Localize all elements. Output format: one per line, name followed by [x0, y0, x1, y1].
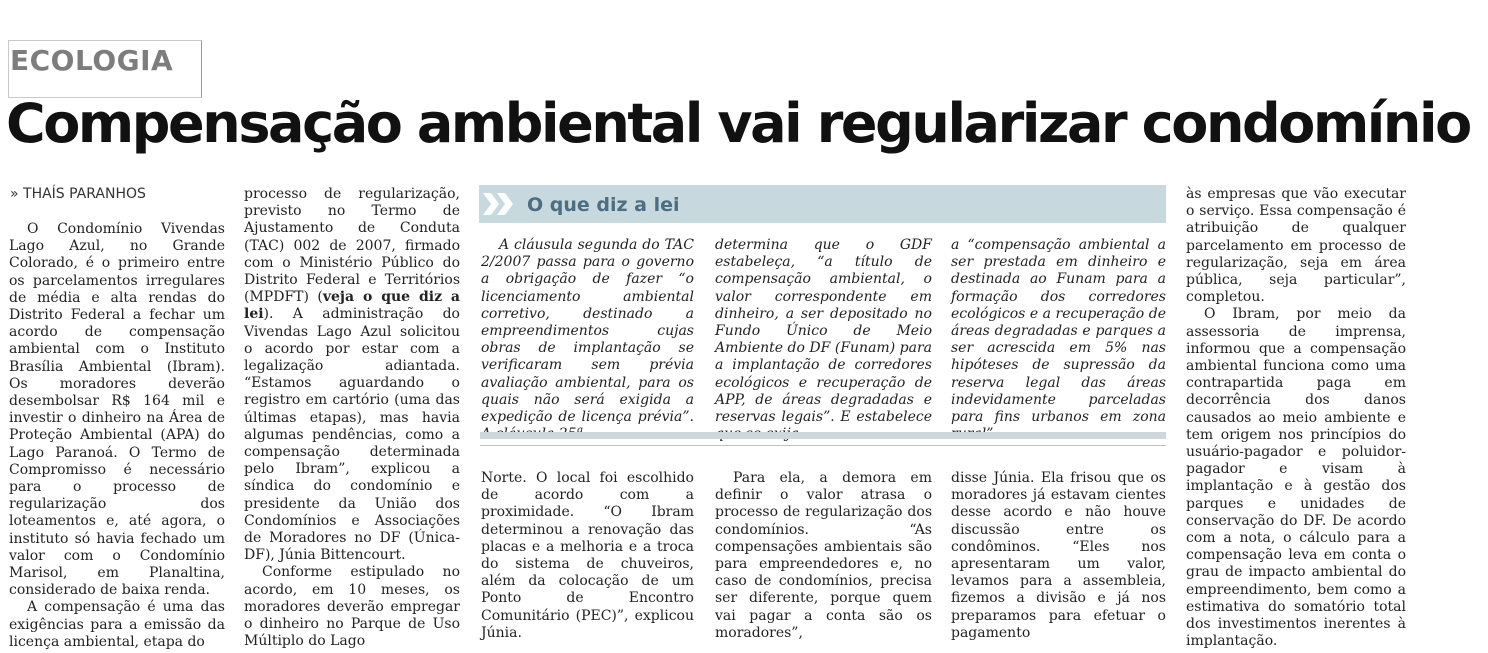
article-column-4 — [715, 470, 932, 642]
article-column-6 — [1186, 186, 1406, 650]
article-column-5 — [951, 470, 1166, 642]
paragraph: às empresas que vão executar o serviço. Essa compensação é atribuição de qualquer parcelamento em processo de regularização, seja em área pública, seja particular”, completou. — [1186, 186, 1406, 306]
sidebar-box-title: O que diz a lei — [527, 194, 680, 216]
paragraph: Conforme estipulado no acordo, em 10 meses, os moradores deverão empregar o dinheiro no Parque de Uso Múltiplo do Lago — [244, 564, 460, 650]
headline: Compensação ambiental vai regularizar condomínio — [6, 92, 1470, 155]
cross-reference: veja o que diz a lei — [244, 289, 460, 323]
paragraph: A compensação é uma das exigências para a emissão da licença ambiental, etapa do — [9, 599, 225, 650]
paragraph: processo de regularização, previsto no Termo de Ajustamento de Conduta (TAC) 002 de 2007, firmado com o Ministério Público do Distrito Federal e Territórios (MPDFT) (veja o que diz a lei). A administração do Vivendas Lago Azul solicitou o acordo por estar com a legalização adiantada. “Estamos aguardando o registro em cartório (uma das últimas etapas), mas havia algumas pendências, como a compensação determinada pelo Ibram”, explicou a síndica do condomínio e presidente da União dos Condomínios e Associações de Moradores no DF (Única-DF), Júnia Bittencourt. — [244, 186, 460, 564]
paragraph: a “compensação ambiental a ser prestada em dinheiro e destinada ao Funam para a formação dos corredores ecológicos e a recuperação de áreas degradadas e parques a ser acrescida em 5% nas hipóteses de supressão da reserva legal das áreas indevidamente parceladas para fins urbanos em zona — [951, 237, 1166, 426]
article-column-2 — [244, 186, 460, 650]
sidebar-box-column-3 — [951, 237, 1166, 443]
section-label: ECOLOGIA — [10, 44, 174, 77]
sidebar-box-column-1 — [481, 237, 694, 443]
paragraph: A cláusula segunda do TAC 2/2007 passa para o governo a obrigação de fazer “o licenciamento ambiental corretivo, destinado a empreendimentos cujas obras de implantação se verificaram sem prévia avaliação ambiental, para os quais não será exigida a expedição de licença prévia”. — [481, 237, 694, 426]
article-column-1 — [9, 221, 225, 651]
paragraph: Para ela, a demora em definir o valor atrasa o processo de regularização dos condomínios. “As compensações ambientais são para empreendedores e, no caso de condomínios, precisa ser diferente, porque quem vai pagar a conta são os moradores”, — [715, 470, 932, 641]
sidebar-box-column-2 — [715, 237, 932, 443]
paragraph: O Condomínio Vivendas Lago Azul, no Grande Colorado, é o primeiro entre os parcelamentos irregulares de média e alta rendas do Distrito Federal a fechar um acordo de compensação ambiental com o Instituto Brasília Ambiental (Ibram). Os moradores deverão desembolsar R$ 164 mil e investir o dinheiro na Área de Proteção Ambiental (APA) do Lago Paranoá. O Termo de Compromisso é necessário para o processo de regularização dos loteamentos e, até agora, o instituto só havia fechado um valor com o Condomínio Marisol, em Planaltina, considerado de baixa renda. — [9, 221, 225, 599]
paragraph: O Ibram, por meio da assessoria de imprensa, informou que a compensação ambiental funciona como uma contrapartida paga em decorrência dos danos causados ao meio ambiente e tem origem nos princípios do usuário-pagador e poluidor-pagador e visam à implantação e à gestão dos parques e unidades de conservação do DF. De acordo com a nota, o cálculo para a compensação leva em conta o grau de impacto ambiental do empreendimento, bem como a estimativa do somatório total dos investimentos inerentes à implantação. — [1186, 306, 1406, 650]
paragraph: determina que o GDF estabeleça, “a título de compensação ambiental, o valor correspondente em dinheiro, a ser depositado no Fundo Único de Meio Ambiente do DF (Funam) para a implantação de corredores ecológicos e recuperação de APP, de áreas degradadas e reservas legais”. E estabelece — [715, 237, 932, 426]
double-chevron-icon — [479, 185, 523, 223]
paragraph: Norte. O local foi escolhido de acordo com a proximidade. “O Ibram determinou a renovação das placas e a melhoria e a troca do sistema de chuveiros, além da colocação de um Ponto de Encontro Comunitário (PEC)”, explicou Júnia. — [481, 470, 694, 641]
article-column-3 — [481, 470, 694, 642]
divider — [480, 432, 1166, 439]
sidebar-box-header — [479, 185, 1166, 223]
paragraph: disse Júnia. Ela frisou que os moradores já estavam cientes desse acordo e não houve discussão entre os condôminos. “Eles nos apresentaram um valor, levamos para a assembleia, fizemos a divisão e já nos preparamos para efetuar o pagamento — [951, 470, 1166, 641]
byline: » THAÍS PARANHOS — [10, 186, 146, 202]
divider-line — [480, 445, 1166, 446]
